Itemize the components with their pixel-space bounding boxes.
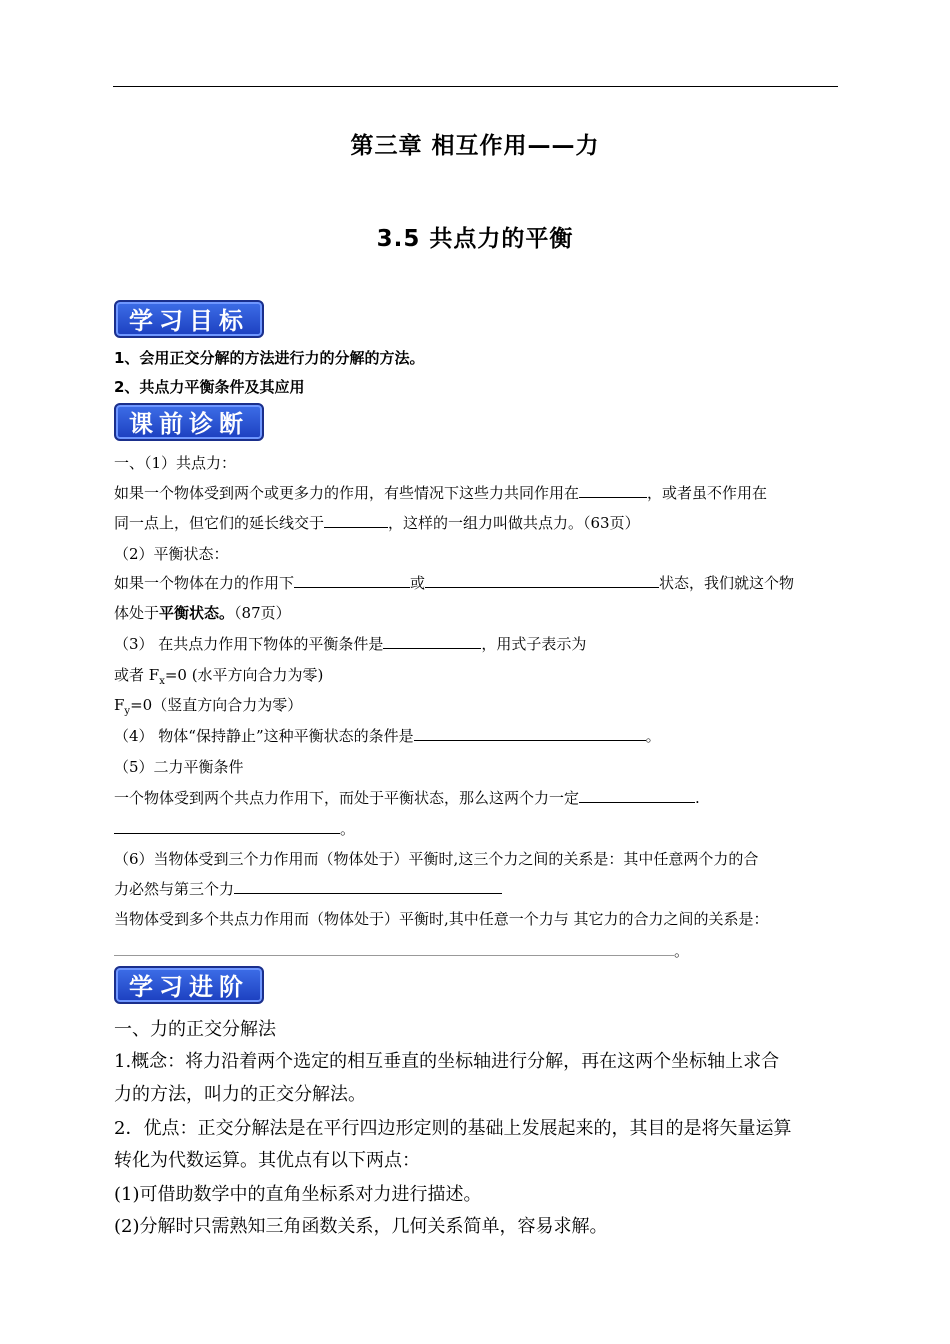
- q5-blank-2[interactable]: [114, 819, 340, 834]
- q5-heading: （5）二力平衡条件: [114, 758, 244, 776]
- q1-text-d: ，这样的一组力叫做共点力。（63页）: [388, 514, 640, 532]
- q4-text-b: 。: [645, 727, 661, 745]
- q4-blank[interactable]: [414, 726, 646, 741]
- advance-p2-b: 转化为代数运算。其优点有以下两点：: [114, 1150, 420, 1171]
- goal-item-2: 2、共点力平衡条件及其应用: [114, 378, 305, 396]
- q2-text-a: 如果一个物体在力的作用下: [114, 574, 295, 592]
- q1-text-a: 如果一个物体受到两个或更多力的作用，有些情况下这些力共同作用在: [114, 484, 580, 502]
- chapter-title: 第三章 相互作用——力: [350, 133, 600, 159]
- q1-line-1: [114, 482, 767, 503]
- q1-heading: 一、（1）共点力：: [114, 454, 237, 472]
- q6-blank-1[interactable]: [234, 879, 502, 894]
- q3-line-3: [114, 694, 302, 717]
- q6-text-b: 力必然与第三个力: [114, 880, 235, 898]
- q3-sub-y: y: [124, 706, 131, 717]
- q5-line-1: [114, 787, 700, 808]
- advance-p4: (2)分解时只需熟知三角函数关系，几何关系简单，容易求解。: [114, 1216, 608, 1237]
- advance-p1-b: 力的方法，叫力的正交分解法。: [114, 1084, 366, 1105]
- q6-line-2: [114, 878, 502, 899]
- advance-heading: 一、力的正交分解法: [114, 1019, 276, 1040]
- q1-line-2: [114, 512, 640, 533]
- q3-text-b: ，用式子表示为: [481, 635, 587, 653]
- q6-blank-2[interactable]: [114, 941, 674, 956]
- q2-text-b: 或: [410, 574, 426, 592]
- q3-line-1: [114, 633, 586, 654]
- q2-heading: （2）平衡状态：: [114, 545, 229, 563]
- q6-line-4: [114, 940, 689, 961]
- q3-text-d1: F: [114, 696, 125, 714]
- q6-line-3: 当物体受到多个共点力作用而（物体处于）平衡时,其中任意一个力与 其它力的合力之间的关系是：: [114, 910, 769, 928]
- q2-blank-1[interactable]: [294, 573, 410, 588]
- goals-badge: 学习目标: [114, 300, 264, 338]
- q6-line-1: （6）当物体受到三个力作用而（物体处于）平衡时,这三个力之间的关系是：其中任意两个力的合: [114, 850, 759, 868]
- q3-text-a: （3） 在共点力作用下物体的平衡条件是: [114, 635, 384, 653]
- q2-blank-2[interactable]: [425, 573, 659, 588]
- q3-text-c1: 或者 F: [114, 666, 160, 684]
- q2-text-d: 体处于: [114, 604, 160, 622]
- q1-text-c: 同一点上，但它们的延长线交于: [114, 514, 325, 532]
- q4-text-a: （4） 物体“保持静止”这种平衡状态的条件是: [114, 727, 414, 745]
- q6-text-d: 。: [674, 942, 690, 960]
- advance-p2-a: 2．优点：正交分解法是在平行四边形定则的基础上发展起来的，其目的是将矢量运算: [114, 1118, 792, 1139]
- advance-badge: 学习进阶: [114, 966, 264, 1004]
- q1-blank-2[interactable]: [324, 513, 388, 528]
- q1-text-b: ，或者虽不作用在: [647, 484, 768, 502]
- q3-text-d2: =0（竖直方向合力为零）: [130, 696, 303, 714]
- q3-sub-x: x: [159, 676, 165, 687]
- q3-line-2: [114, 664, 323, 687]
- q5-text-b: .: [695, 789, 700, 807]
- section-title: 3.5 共点力的平衡: [376, 226, 574, 252]
- diagnosis-badge: 课前诊断: [114, 403, 264, 441]
- q2-line-2: [114, 602, 291, 623]
- q3-blank[interactable]: [383, 634, 481, 649]
- q1-blank-1[interactable]: [579, 483, 647, 498]
- goal-item-1: 1、会用正交分解的方法进行力的分解的方法。: [114, 349, 425, 367]
- q2-bold-term: 平衡状态。: [159, 604, 235, 622]
- advance-p3: (1)可借助数学中的直角坐标系对力进行描述。: [114, 1184, 482, 1205]
- q5-text-a: 一个物体受到两个共点力作用下，而处于平衡状态，那么这两个力一定: [114, 789, 580, 807]
- q3-text-c2: =0 (水平方向合力为零): [164, 666, 324, 684]
- advance-p1-a: 1.概念：将力沿着两个选定的相互垂直的坐标轴进行分解，再在这两个坐标轴上求合: [114, 1051, 780, 1072]
- q5-line-2: [114, 818, 355, 839]
- q5-blank-1[interactable]: [579, 788, 695, 803]
- q2-text-c: 状态，我们就这个物: [659, 574, 795, 592]
- header-rule: [113, 86, 838, 87]
- q5-text-c: 。: [340, 820, 356, 838]
- q2-text-e: （87页）: [234, 604, 291, 622]
- q2-line-1: [114, 572, 794, 593]
- q4-line: [114, 725, 661, 746]
